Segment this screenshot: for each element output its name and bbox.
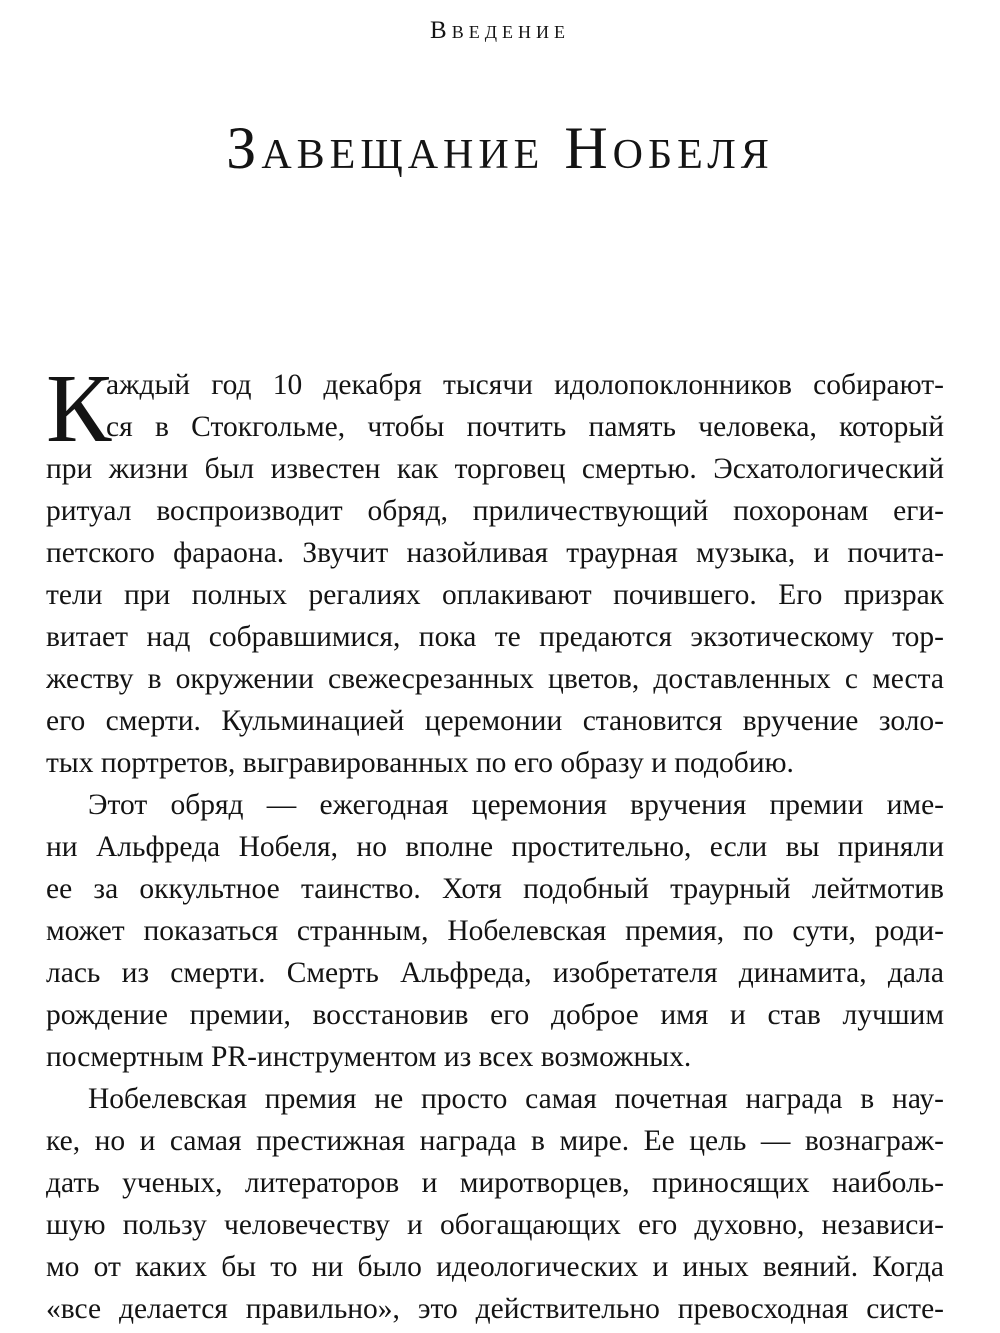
text-line: мо от каких бы то ни было идеологических и иных веяний. Когда: [46, 1251, 944, 1283]
drop-cap: К: [46, 355, 112, 463]
text-line: тых портретов, выгравированных по его образу и подобию.: [46, 747, 794, 779]
text-line: при жизни был известен как торговец смертью. Эсхатологический: [46, 453, 944, 485]
text-line: витает над собравшимися, пока те предаются экзотическому тор-: [46, 621, 944, 653]
text-line: петского фараона. Звучит назойливая траурная музыка, и почита-: [46, 537, 944, 569]
paragraph-1: [46, 355, 944, 784]
chapter-title: Завещание Нобеля: [226, 115, 774, 181]
text-line: ее за оккультное таинство. Хотя подобный траурный лейтмотив: [46, 873, 944, 905]
text-line: тели при полных регалиях оплакивают почившего. Его призрак: [46, 579, 944, 611]
paragraph-3: [46, 1078, 944, 1330]
text-line: Этот обряд — ежегодная церемония вручения премии име-: [88, 789, 944, 821]
text-line: его смерти. Кульминацией церемонии становится вручение золо-: [46, 705, 944, 737]
text-line: может показаться странным, Нобелевская премия, по сути, роди-: [46, 915, 944, 947]
text-line: ритуал воспроизводит обряд, приличествующий похоронам еги-: [46, 495, 944, 527]
text-line: «все делается правильно», это действительно превосходная систе-: [46, 1293, 944, 1325]
text-line: ся в Стокгольме, чтобы почтить память человека, который: [106, 411, 944, 443]
text-line: аждый год 10 декабря тысячи идолопоклонников собирают-: [106, 369, 944, 401]
paragraph-2: [46, 784, 944, 1078]
text-line: посмертным PR-инструментом из всех возможных.: [46, 1041, 692, 1073]
text-line: лась из смерти. Смерть Альфреда, изобретателя динамита, дала: [46, 957, 944, 989]
text-line: дать ученых, литераторов и миротворцев, приносящих наиболь-: [46, 1167, 944, 1199]
text-line: ке, но и самая престижная награда в мире. Ее цель — вознаграж-: [46, 1125, 944, 1157]
text-line: рождение премии, восстановив его доброе имя и став лучшим: [46, 999, 944, 1031]
body-text: [46, 355, 944, 1330]
text-line: жеству в окружении свежесрезанных цветов, доставленных с места: [46, 663, 944, 695]
text-line: ни Альфреда Нобеля, но вполне простительно, если вы приняли: [46, 831, 944, 863]
section-label: Введение: [430, 17, 570, 44]
text-line: шую пользу человечеству и обогащающих его духовно, независи-: [46, 1209, 944, 1241]
text-line: Нобелевская премия не просто самая почетная награда в нау-: [88, 1083, 944, 1115]
